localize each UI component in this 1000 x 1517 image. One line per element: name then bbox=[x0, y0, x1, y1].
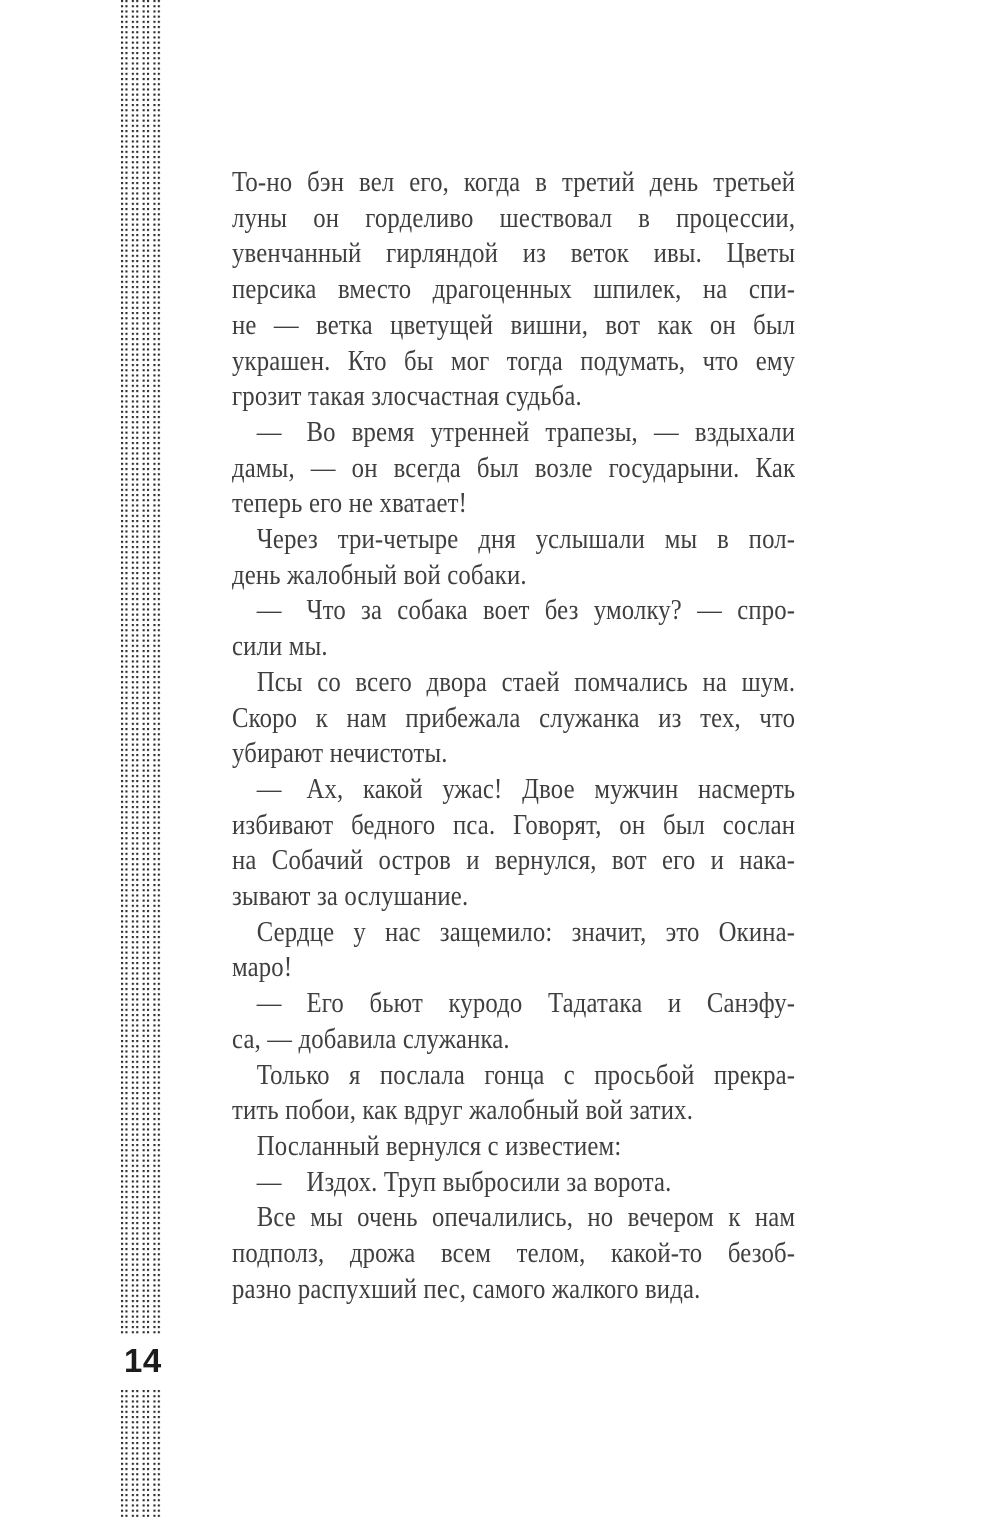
text-line: не — ветка цветущей вишни, вот как он был bbox=[232, 308, 796, 341]
text-line: теперь его не хватает! bbox=[232, 487, 467, 520]
text-line: зывают за ослушание. bbox=[232, 880, 469, 913]
text-line: персика вместо драгоценных шпилек, на спи- bbox=[232, 273, 796, 306]
text-line: — Что за собака воет без умолку? — спро- bbox=[256, 594, 796, 627]
text-line: — Издох. Труп выбросили за ворота. bbox=[256, 1165, 672, 1198]
text-line: сили мы. bbox=[232, 630, 328, 663]
text-line: Через три-четыре дня услышали мы в пол- bbox=[256, 523, 796, 556]
text-line: — Во время утренней трапезы, — вздыхали bbox=[256, 415, 796, 448]
text-line: — Ах, какой ужас! Двое мужчин насмерть bbox=[256, 772, 796, 805]
text-line: Посланный вернулся с известием: bbox=[256, 1129, 622, 1162]
text-line: маро! bbox=[232, 951, 293, 984]
text-line: са, — добавила служанка. bbox=[232, 1022, 510, 1055]
dotted-strip-area bbox=[121, 1390, 161, 1517]
text-line: луны он горделиво шествовал в процессии, bbox=[232, 201, 796, 234]
text-line: на Собачий остров и вернулся, вот его и нака- bbox=[232, 844, 796, 877]
text-line: разно распухший пес, самого жалкого вида. bbox=[232, 1272, 701, 1305]
text-line: Сердце у нас защемило: значит, это Окина- bbox=[256, 915, 796, 948]
text-line: убирают нечистоты. bbox=[232, 737, 448, 770]
text-line: Псы со всего двора стаей помчались на шум. bbox=[256, 665, 796, 698]
dotted-strip-area bbox=[121, 0, 161, 1334]
text-line: — Его бьют куродо Тадатака и Санэфу- bbox=[256, 987, 796, 1020]
text-line: Скоро к нам прибежала служанка из тех, что bbox=[232, 701, 796, 734]
text-line: Все мы очень опечалились, но вечером к нам bbox=[256, 1201, 796, 1234]
text-line: грозит такая злосчастная судьба. bbox=[232, 380, 582, 413]
text-line: избивают бедного пса. Говорят, он был сослан bbox=[232, 808, 796, 841]
text-line: То-но бэн вел его, когда в третий день третьей bbox=[232, 166, 796, 198]
text-line: подполз, дрожа всем телом, какой-то безоб- bbox=[232, 1237, 796, 1270]
text-line: день жалобный вой собаки. bbox=[232, 558, 527, 591]
text-line: дамы, — он всегда был возле государыни. Как bbox=[232, 451, 796, 484]
dotted-border-bottom bbox=[121, 1390, 161, 1517]
page-number: 14 bbox=[124, 1342, 162, 1379]
page-text-block bbox=[232, 165, 795, 1308]
dotted-border-top bbox=[121, 0, 161, 1334]
text-line: увенчанный гирляндой из веток ивы. Цветы bbox=[232, 237, 796, 270]
text-line: украшен. Кто бы мог тогда подумать, что ему bbox=[232, 344, 796, 377]
text-line: Только я послала гонца с просьбой прекра- bbox=[256, 1058, 796, 1091]
text-line: тить побои, как вдруг жалобный вой затих. bbox=[232, 1094, 694, 1127]
